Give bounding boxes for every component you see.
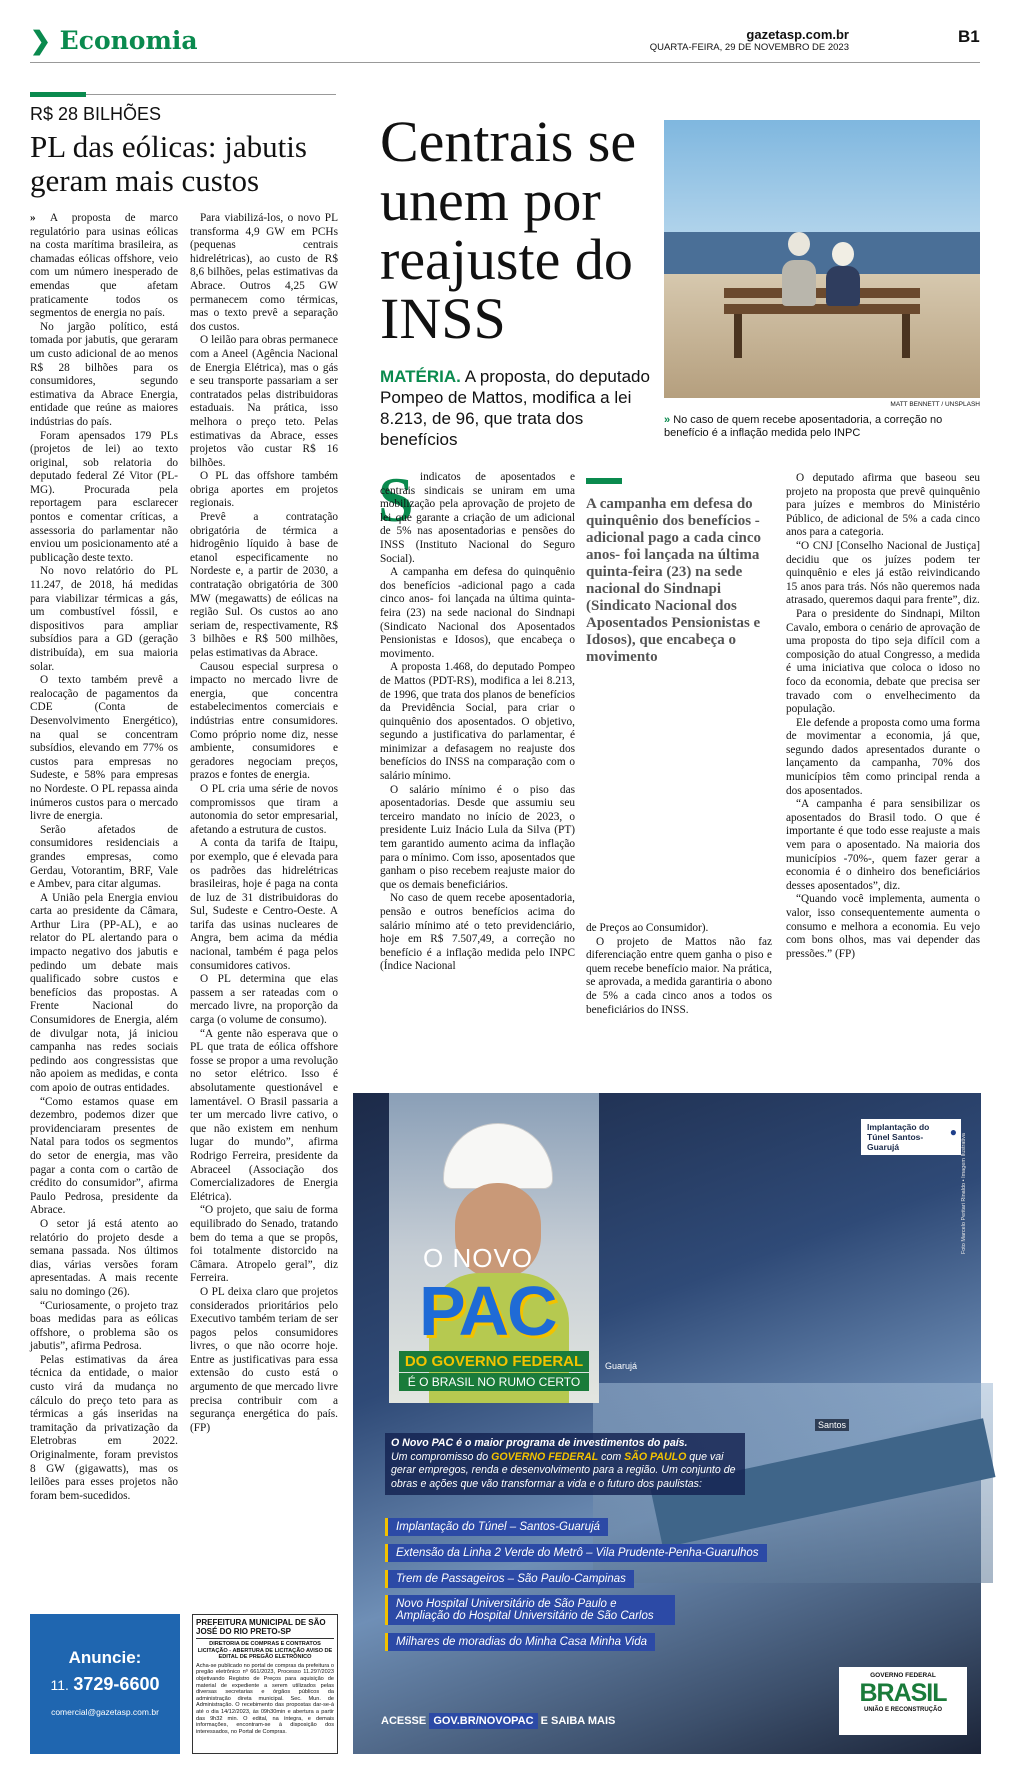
- paragraph: indicatos de aposentados e centrais sindicais se uniram em uma mobilização pela aprovação de projeto de lei que garante a criação de um adicional de 5% nas aposentadorias e pensões do INSS (Instituto Nacional do Seguro Social).: [380, 471, 575, 565]
- paragraph: A proposta 1.468, do deputado Pompeo de Mattos (PDT-RS), modifica a lei 8.213, de 1996, que trata dos planos de benefícios da Previdência Social, para criar o quinquênio dos aposentados. O objetivo, segundo a justificativa do parlamentar, é minimizar a defasagem no reajuste dos benefícios do INSS na comparação com o salário mínimo.: [380, 661, 575, 783]
- paragraph: Causou especial surpresa o impacto no mercado livre de energia, que concentra estabelecimentos comerciais e indústrias entre consumidores. Como próprio nome diz, nesse ambiente, consumidores e geradores negociam preços, prazos e fontes de energia.: [190, 660, 338, 782]
- chevron-right-icon: »: [30, 212, 50, 224]
- dropcap-letter: S: [378, 464, 414, 535]
- ad-item: Extensão da Linha 2 Verde do Metrô – Vila Prudente-Penha-Guarulhos: [385, 1544, 767, 1562]
- cta-pre: ACESSE: [381, 1715, 427, 1727]
- paragraph: O setor já está atento ao relatório do projeto desde a semana passada. Nos últimos dias, várias versões foram apresentadas. A mais recente saiu no domingo (26).: [30, 1217, 178, 1298]
- pac-tagline-1: DO GOVERNO FEDERAL: [399, 1351, 589, 1372]
- pac-advertisement: [353, 1093, 981, 1754]
- paragraph: O PL cria uma série de novos compromissos que tiram a autonomia do setor empresarial, afetando a estrutura de custos.: [190, 782, 338, 836]
- brasil-wordmark: BRASIL: [859, 1679, 947, 1707]
- left-column-2: [190, 212, 338, 1532]
- gov-logo: [839, 1667, 967, 1735]
- side-credit: Foto Marcelo Peritari Rinaldo • Imagem Ilustrativa: [961, 1133, 967, 1255]
- site-url: gazetasp.com.br: [746, 27, 849, 42]
- paragraph: “O projeto, que saiu de forma equilibrado do Senado, tratando bem do tema a que se propôs, foi totalmente distorcido na Câmara. Atropelo geral”, diz Ferreira.: [190, 1204, 338, 1285]
- paragraph: O salário mínimo é o piso das aposentadorias. Desde que assumiu seu terceiro mandato no início de 2023, o presidente Luiz Inácio Lula da Silva (PT) tem garantido aumento acima da inflação para o mínimo. Com isso, aposentados que ganham o piso recebem reajuste maior do que os demais beneficiários.: [380, 783, 575, 891]
- paragraph: Para viabilizá-los, o novo PL transforma 4,9 GW em PCHs (pequenas centrais hidrelétricas), ao custo de R$ 8,6 bilhões, pelas estimativas da Abrace. Outros 4,25 GW permanecem como térmicas, mas o texto prevê a separação dos custos.: [190, 212, 338, 333]
- paragraph: de Preços ao Consumidor).: [586, 922, 709, 934]
- paragraph: A conta da tarifa de Itaipu, por exemplo, que é elevada para os padrões das hidrelétricas brasileiras, hoje é paga na conta de luz de 31 distribuidoras do Sul, Sudeste e Centro-Oeste. A tarifa das usinas nucleares de Angra, bem acima da média nacional, também é paga pelos consumidores cativos.: [190, 837, 338, 972]
- paragraph: Para o presidente do Sindnapi, Milton Cavalo, embora o cenário de aprovação de uma proposta do tipo seja difícil com a composição do atual Congresso, a medida é uma iniciativa que coloca o idoso no foco da economia, debate que precisa ser travado com o envelhecimento da população.: [786, 607, 980, 716]
- photo-caption: [664, 414, 980, 440]
- paragraph: [30, 212, 178, 321]
- pac-panel: [389, 1093, 599, 1403]
- intro-sp: SÃO PAULO: [624, 1450, 687, 1463]
- photo-credit: MATT BENNETT / UNSPLASH: [890, 401, 980, 408]
- notice-dept: DIRETORIA DE COMPRAS E CONTRATOS LICITAÇÃO - ABERTURA DE LICITAÇÃO AVISO DE EDITAL DE PREGÃO ELETRÔNICO: [197, 1641, 333, 1661]
- notice-body: Acha-se publicado no portal de compras da prefeitura o pregão eletrônico nº 661/2023, Processo 11.297/2023 objetivando Registro de Preços para aquisição de material de expediente a serem utilizados pelas diversas secretarias e órgãos públicos da administração direta municipal. Sec. Mun. de Administração. O recebimento das propostas dar-se-á até o dia 14/12/2023, às 09h30min e abertura a partir das 9h32 min. O edital, na íntegra, e demais informações, encontram-se à disposição dos interessados, no Portal de Compras.: [196, 1662, 334, 1735]
- right-deck: [380, 366, 655, 450]
- classified-ad: [30, 1614, 180, 1754]
- left-headline: PL das eólicas: jabutis geram mais custos: [30, 129, 307, 198]
- pull-quote: A campanha em defesa do quinquênio dos benefícios -adicional pago a cada cinco anos- foi lançada na última quinta-feira (23) na sede nacional do Sindnapi (Sindicato Nacional dos Aposentados Pensionistas e Idosos), que encabeça o movimento: [586, 496, 762, 665]
- edition-date: QUARTA-FEIRA, 29 DE NOVEMBRO DE 2023: [649, 42, 849, 53]
- ad-items: [385, 1517, 785, 1658]
- section-title: Economia: [59, 26, 198, 55]
- paragraph: A União pela Energia enviou carta ao presidente da Câmara, Arthur Lira (PP-AL), e ao relator do PL alertando para o impacto negativo dos jabutis e pedindo um debate mais qualificado sobre custos e benefícios das propostas. A Frente Nacional do Consumidores de Energia, além de divulgar nota, já iniciou campanha nas redes sociais pedindo aos congressistas que não apoiem as medidas, e conta com apoio de outras entidades.: [30, 891, 178, 1094]
- left-column-1: [30, 212, 178, 1532]
- ad-item: Novo Hospital Universitário de São Paulo e Ampliação do Hospital Universitário de São Carlos: [385, 1595, 675, 1625]
- o-novo-text: O NOVO: [423, 1243, 534, 1273]
- intro-c: com: [601, 1450, 622, 1463]
- classified-ddd: 11.: [50, 1677, 69, 1693]
- left-rule: [86, 94, 336, 95]
- paragraph: “Curiosamente, o projeto traz boas medidas para as eólicas offshore, o problema são os jabutis”, afirma Pedrosa.: [30, 1299, 178, 1353]
- chevron-right-icon: ❯: [30, 26, 51, 55]
- paragraph: O PL das offshore também obriga aportes em projetos regionais.: [190, 470, 338, 510]
- intro-gf: GOVERNO FEDERAL: [491, 1450, 599, 1463]
- cta-link: GOV.BR/NOVOPAC: [429, 1713, 537, 1729]
- paragraph: “A campanha é para sensibilizar os aposentados do Brasil todo. O que é importante é que todo esse reajuste a mais vem para o aposentado. Na maioria dos municípios -70%-, quem fazer gerar a economia é o dinheiro dos beneficiários desses aposentados”, diz.: [786, 798, 980, 892]
- paragraph: Pelas estimativas da área técnica da entidade, o maior custo virá da mudança no cálculo do preço teto para as térmicas a gás inseridas na tramitação da privatização da Eletrobras em 2022. Originalmente, foram previstos 8 GW (gigawatts), mas os leilões para esses projetos não foram bem-sucedidos.: [30, 1353, 178, 1502]
- bench-photo: [664, 120, 980, 398]
- ad-item: Implantação do Túnel – Santos-Guarujá: [385, 1518, 608, 1536]
- pac-logo: PAC: [419, 1272, 556, 1350]
- paragraph: “Como estamos quase em dezembro, podemos dizer que providenciaram presentes de Natal para todos os segmentos do setor de energia, mas vão pagar a conta com o cartão de crédito do consumidor”, afirma Paulo Pedrosa, presidente da Abrace.: [30, 1095, 178, 1217]
- paragraph: Serão afetados de consumidores residenciais a grandes empresas, como Gerdau, Votorantim, BRF, Vale e Ambev, para citar algumas.: [30, 823, 178, 891]
- quote-accent: [586, 478, 622, 484]
- paragraph: O texto também prevê a realocação de pagamentos da CDE (Conta de Desenvolvimento Energético), na qual se concentram subsídios, elevando em 77% os custos para empresas no Sudeste, e 58% para empresas no Nordeste. O PL repassa ainda inúmeros custos para o mercado livre de energia.: [30, 674, 178, 823]
- deck-text: A proposta, do deputado Pompeo de Mattos, modifica a lei 8.213, de 96, que trata dos benefícios: [380, 367, 650, 449]
- paragraph: No jargão político, está tomada por jabutis, que geraram um custo adicional de ao menos R$ 28 bilhões para os consumidores, segundo estimativa da Abrace Energia, entidade que reúne as maiores indústrias do país.: [30, 320, 178, 428]
- ad-cta: [381, 1715, 615, 1727]
- intro-b: Um compromisso do: [391, 1450, 489, 1463]
- classified-phone: 3729-6600: [73, 1674, 160, 1694]
- paragraph: Ele defende a proposta como uma forma de movimentar a economia, já que, segundo dados apresentados durante o lançamento da campanha, 70% dos municípios têm como principal renda a dos aposentados.: [786, 716, 980, 797]
- right-column-b: [586, 922, 772, 1016]
- left-accent-bar: [30, 92, 86, 97]
- paragraph-text: A proposta de marco regulatório para usinas eólicas na costa marítima brasileira, as chamadas eólicas offshore, veio com um número inesperado de emendas que afetam praticamente todos os segmentos de energia no país.: [30, 212, 178, 320]
- paragraph: Foram apensados 179 PLs (projetos de lei) ao texto original, sob relatoria do deputado federal Zé Vitor (PL-MG). Procurada pela reportagem para esclarecer pontos e comentar críticas, a assessoria do parlamentar não enviou um posicionamento até a publicação deste texto.: [30, 429, 178, 564]
- label-santos: Santos: [815, 1419, 849, 1431]
- notice-org: PREFEITURA MUNICIPAL DE SÃO JOSÉ DO RIO PRETO-SP: [196, 1618, 334, 1639]
- right-headline: Centrais se unem por reajuste do INSS: [380, 109, 637, 351]
- ad-item: Trem de Passageiros – São Paulo-Campinas: [385, 1570, 634, 1588]
- caption-text: No caso de quem recebe aposentadoria, a correção no benefício é a inflação medida pelo INPC: [664, 414, 943, 439]
- deck-label: MATÉRIA.: [380, 367, 461, 386]
- ad-item: Milhares de moradias do Minha Casa Minha Vida: [385, 1633, 655, 1651]
- paragraph: No novo relatório do PL 11.247, de 2018, há medidas para viabilizar térmicas a gás, um combustível fóssil, e dispositivos para ampliar subsídios para a GD (geração distribuída), em sua maioria solar.: [30, 565, 178, 673]
- header-rule: [30, 62, 980, 63]
- section-header: [30, 26, 198, 55]
- cta-post: E SAIBA MAIS: [540, 1715, 616, 1727]
- paragraph: “Quando você implementa, aumenta o valor, isso consequentemente aumenta o consumo e melhora a economia. Eu vejo com bons olhos, mas vai depender das pressões.” (FP): [786, 893, 980, 960]
- paragraph: O projeto de Mattos não faz diferenciação entre quem ganha o piso e quem recebe benefício maior. Na prática, se aprovada, a medida garantiria o abono de 5% a cada cinco anos a todos os beneficiários do INSS.: [586, 935, 772, 1016]
- classified-email: comercial@gazetasp.com.br: [51, 1707, 159, 1717]
- paragraph: O leilão para obras permanece com a Aneel (Agência Nacional de Energia Elétrica), mas o gás e seu transporte passariam a ser contratados pelas distribuidoras estaduais. Na prática, isso melhora o preço teto. Pelas estimativas da Abrace, esses projetos vão custar R$ 16 bilhões.: [190, 334, 338, 469]
- right-column-c: [786, 472, 980, 992]
- location-text: Implantação do Túnel Santos-Guarujá: [867, 1122, 930, 1152]
- page-number: B1: [958, 27, 980, 46]
- pac-tagline-2: É O BRASIL NO RUMO CERTO: [399, 1373, 589, 1391]
- paragraph: Prevê a contratação obrigatória de térmica a hidrogênio líquido à base de etanol especificamente no Nordeste e, a partir de 2030, a contratação obrigatória de 300 MW (megawatts) de eólicas na região Sul. Os custos ao ano seriam de, respectivamente, R$ 3 bilhões e R$ 500 milhões, pelas estimativas da Abrace.: [190, 511, 338, 659]
- ad-intro: [385, 1433, 745, 1495]
- uniao-text: UNIÃO E RECONSTRUÇÃO: [863, 1707, 942, 1713]
- gov-label: GOVERNO FEDERAL: [870, 1672, 936, 1679]
- paragraph: No caso de quem recebe aposentadoria, pensão e outros benefícios acima do salário mínimo até o teto previdenciário, hoje em R$ 7.507,49, a correção no benefício é a inflação medida pelo INPC (Índice Nacional: [380, 892, 575, 973]
- paragraph: “A gente não esperava que o PL que trata de eólica offshore fosse se propor a uma revolução no setor elétrico. Isso é absolutamente questionável e lamentável. O Brasil passaria a ter um mercado livre cativo, o que não existem em nenhum lugar do mundo”, afirma Rodrigo Ferreira, presidente da Abraceel (Associação dos Comercializadores de Energia Elétrica).: [190, 1027, 338, 1203]
- paragraph: O PL determina que elas passem a ser rateadas com o mercado livre, na proporção da carga (o volume de consumo).: [190, 973, 338, 1027]
- classified-title: Anuncie:: [68, 1648, 142, 1667]
- paragraph: O PL deixa claro que projetos considerados prioritários pelo Executivo também teriam de ser pagos pelos consumidores livres, o que não ocorre hoje. Entre as justificativas para essa extensão do custo está o argumento de que mercado livre precisa contribuir com a segurança energética do país. (FP): [190, 1285, 338, 1434]
- intro-a: O Novo PAC é o maior programa de investimentos do país.: [391, 1437, 688, 1449]
- paragraph: A campanha em defesa do quinquênio dos benefícios -adicional pago a cada cinco anos- foi lançada na última quinta-feira (23) na sede nacional do Sindnapi (Sindicato Nacional dos Aposentados Pensionistas e Idosos), que encabeça o movimento.: [380, 566, 575, 660]
- paragraph: “O CNJ [Conselho Nacional de Justiça] decidiu que os juízes podem ter quinquênio e eles já estão reivindicando 15 anos para trás. Nós não queremos nada atrasado, queremos daqui para frente”, diz.: [786, 539, 980, 607]
- label-guaruja: Guarujá: [605, 1361, 638, 1371]
- chevron-right-icon: »: [664, 414, 671, 426]
- right-column-a: [378, 464, 575, 991]
- intro-d: que vai gerar empregos, renda e desenvolvimento para a região. Um conjunto de obras e ações que vão transformar a vida e o futuro dos paulistas:: [391, 1450, 736, 1490]
- legal-notice: [192, 1614, 338, 1754]
- left-kicker: R$ 28 BILHÕES: [30, 104, 162, 124]
- map-pin-icon: ●: [949, 1125, 957, 1139]
- location-tag: [861, 1119, 961, 1155]
- paragraph: O deputado afirma que baseou seu projeto na proposta que prevê quinquênio para juízes e membros do Ministério Público, de adicional de 5% a cada cinco anos para a categoria.: [786, 472, 980, 539]
